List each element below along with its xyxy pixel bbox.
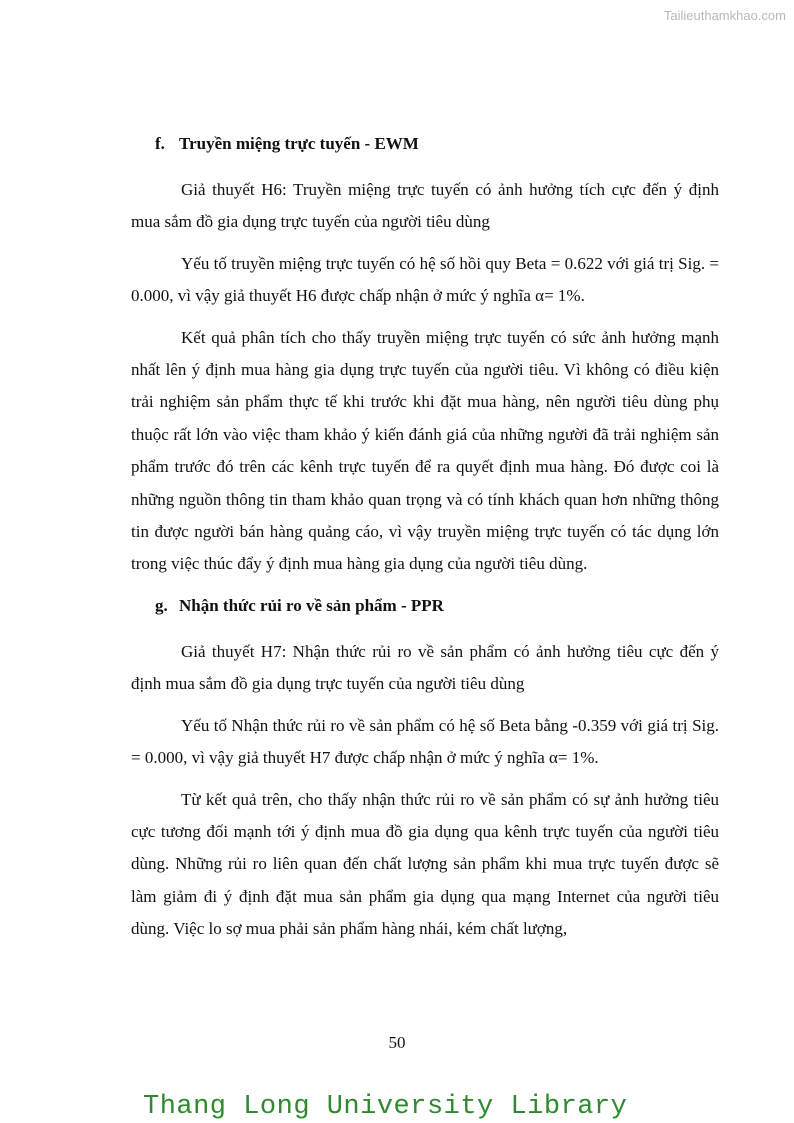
section-marker: g. <box>155 595 168 615</box>
section-title: Nhận thức rủi ro về sản phẩm - PPR <box>179 595 444 615</box>
paragraph: Yếu tố Nhận thức rủi ro về sản phẩm có hệ số Beta bằng -0.359 với giá trị Sig. = 0.000, vì vậy giả thuyết H7 được chấp nhận ở mức ý nghĩa α= 1%. <box>131 715 719 768</box>
watermark: Tailieuthamkhao.com <box>663 8 786 23</box>
page-number: 50 <box>388 1033 406 1052</box>
section-title: Truyền miệng trực tuyến - EWM <box>179 134 419 153</box>
paragraph: Yếu tố truyền miệng trực tuyến có hệ số hồi quy Beta = 0.622 với giá trị Sig. = 0.000, vì vậy giả thuyết H6 được chấp nhận ở mức ý nghĩa α= 1%. <box>131 253 719 306</box>
paragraph: Giả thuyết H6: Truyền miệng trực tuyến có ảnh hưởng tích cực đến ý định mua sắm đồ gia dụng trực tuyến của người tiêu dùng <box>131 180 719 232</box>
page-body <box>131 128 719 955</box>
paragraph: Kết quả phân tích cho thấy truyền miệng trực tuyến có sức ảnh hưởng mạnh nhất lên ý định mua hàng gia dụng trực tuyến của người tiêu. Vì không có điều kiện trải nghiệm sản phẩm thực tế khi trước khi đặt mua hàng, nên người tiêu dùng phụ thuộc rất lớn vào việc tham khảo ý kiến đánh giá của những người đã trải nghiệm sản phẩm trước đó trên các kênh trực tuyến để ra quyết định mua hàng. Đó được coi là những nguồn thông tin tham khảo quan trọng và có tính khách quan hơn những thông tin được người bán hàng quảng cáo, vì vậy truyền miệng trực tuyến có tác dụng lớn trong việc thúc đẩy ý định mua hàng gia dụng của người tiêu dùng. <box>131 327 719 574</box>
library-footer: Thang Long University Library <box>143 1092 628 1122</box>
paragraph: Từ kết quả trên, cho thấy nhận thức rủi ro về sản phẩm có sự ảnh hưởng tiêu cực tương đối mạnh tới ý định mua đồ gia dụng qua kênh trực tuyến của người tiêu dùng. Những rủi ro liên quan đến chất lượng sản phẩm khi mua trực tuyến được sẽ làm giảm đi ý định đặt mua sản phẩm gia dụng qua mạng Internet của người tiêu dùng. Việc lo sợ mua phải sản phẩm hàng nhái, kém chất lượng, <box>131 789 719 939</box>
paragraph: Giả thuyết H7: Nhận thức rủi ro về sản phẩm có ảnh hưởng tiêu cực đến ý định mua sắm đồ gia dụng trực tuyến của người tiêu dùng <box>131 641 719 694</box>
section-heading-g <box>155 590 719 622</box>
section-heading-f <box>155 128 719 160</box>
section-marker: f. <box>155 134 165 153</box>
